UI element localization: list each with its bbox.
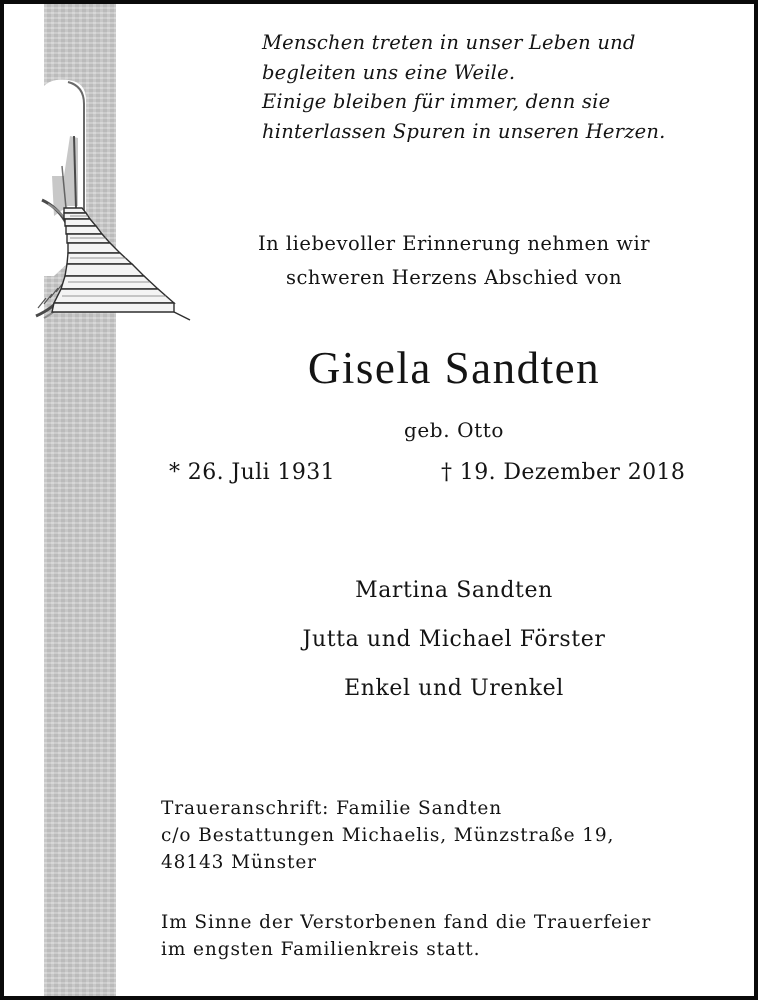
mourner: Martina Sandten bbox=[355, 578, 553, 603]
mourner: Jutta und Michael Förster bbox=[302, 627, 606, 652]
memorial-quote bbox=[262, 28, 666, 146]
mourner: Enkel und Urenkel bbox=[344, 676, 564, 701]
note-line: Im Sinne der Verstorbenen fand die Trauerfeier bbox=[161, 912, 652, 933]
intro-line: schweren Herzens Abschied von bbox=[285, 266, 623, 289]
quote-line: Einige bleiben für immer, denn sie bbox=[262, 90, 611, 113]
note-line: im engsten Familienkreis statt. bbox=[161, 939, 481, 960]
address-line: c/o Bestattungen Michaelis, Münzstraße 19, bbox=[161, 825, 615, 846]
mourners-list bbox=[154, 566, 754, 713]
funeral-note bbox=[161, 909, 651, 963]
deceased-name: Gisela Sandten bbox=[307, 343, 601, 393]
quote-line: begleiten uns eine Weile. bbox=[262, 60, 516, 84]
death-date: † 19. Dezember 2018 bbox=[441, 460, 686, 485]
condolence-address bbox=[161, 795, 614, 876]
intro-text bbox=[154, 227, 754, 295]
address-line: 48143 Münster bbox=[161, 852, 317, 873]
intro-line: In liebevoller Erinnerung nehmen wir bbox=[257, 232, 651, 255]
address-line: Traueranschrift: Familie Sandten bbox=[161, 798, 503, 819]
maiden-name: geb. Otto bbox=[403, 418, 505, 442]
quote-line: hinterlassen Spuren in unseren Herzen. bbox=[262, 119, 666, 143]
quote-line: Menschen treten in unser Leben und bbox=[262, 31, 636, 54]
birth-date: * 26. Juli 1931 bbox=[169, 460, 336, 485]
